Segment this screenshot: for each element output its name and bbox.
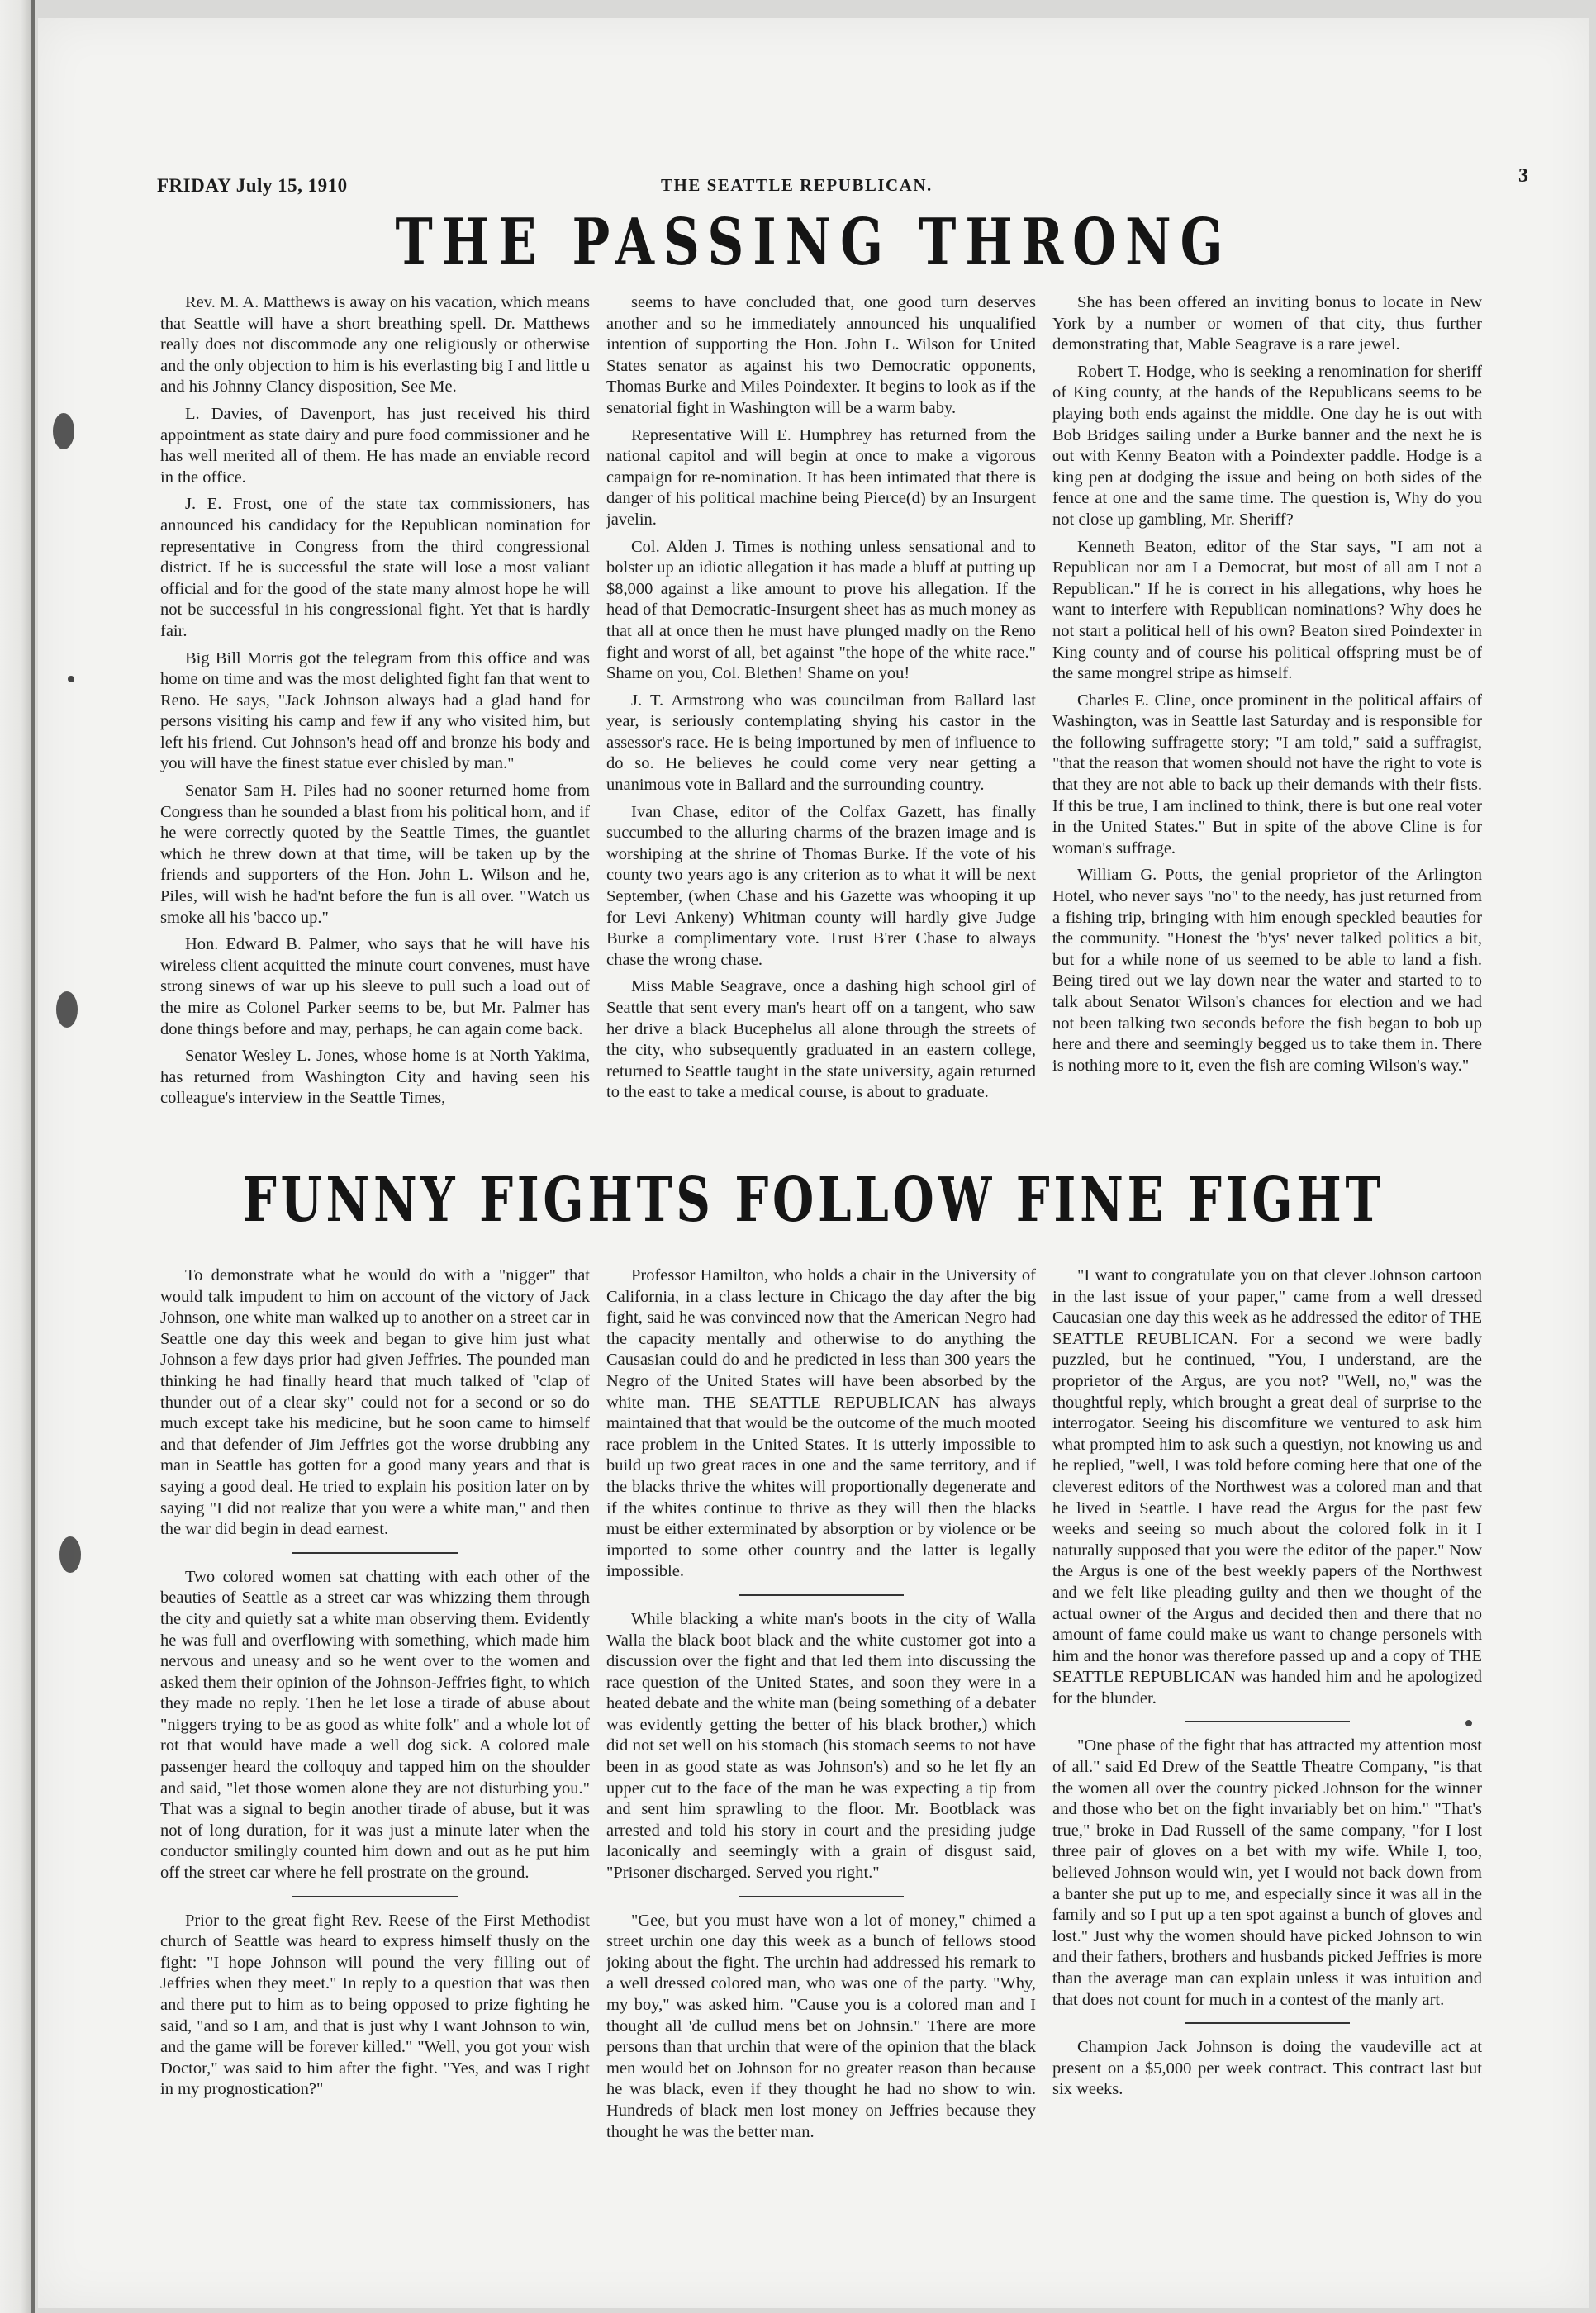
page-number: 3 — [1518, 165, 1528, 187]
article-paragraph: Senator Sam H. Piles had no sooner returned home from Congress than he sounded a blast from his political horn, and if he were correctly quoted by the Seattle Times, the guantlet which he threw down at that time, will be taken up by the friends and supporters of the Hon. John L. Wilson and he, Piles, will wish he had'nt before the fun is all over. "Watch us smoke all his 'bacco up." — [160, 781, 590, 927]
article-paragraph: "Gee, but you must have won a lot of money," chimed a street urchin one day this week as a bunch of fellows stood joking about the fight. The urchin had addressed his remark to a well dressed colored man, who was one of the party. "Why, my boy," was asked him. "Cause you is a colored man and I thought all 'de cullud mens bet on Johnsin." There are more persons than that urchin that were of the opinion that the black men would bet on Johnson for no greater reason than because he was black, even if they thought he had no show to win. Hundreds of black men lost money on Jeffries because they thought he was the better man. — [606, 1911, 1036, 2141]
article1-column-2 — [606, 292, 1036, 1152]
article-paragraph: William G. Potts, the genial proprietor of the Arlington Hotel, who never says "no" to the needy, has just returned from a fishing trip, bringing with him enough speckled beauties for the community. "Honest the 'b'ys' never talked politics a bit, but for a while none of us seemed to be able to land a fish. Being tired out we lay down near the water and started to to talk about Senator Wilson's chances for election and we had not been talking two seconds before the fish began to bob up here and there and seemingly begged us to take them in. There is nothing more to it, even the fish are coming Wilson's way." — [1052, 866, 1482, 1075]
issue-date: FRIDAY July 15, 1910 — [157, 175, 348, 196]
article-paragraph: Two colored women sat chatting with each other of the beauties of Seattle as a street car was whizzing them through the city and quietly sat a white man observing them. Evidently he was full and overflowing with something, which made him nervous and uneasy and so he went over to the women and asked them their opinion of the Johnson-Jeffries fight, to which they made no reply. Then he let lose a tirade of abuse about "niggers trying to be as good as white folk" and a whole lot of rot that would have made a well dog sick. A colored male passenger heard the colloquy and tapped him on the shoulder and said, "let those women alone they are not disturbing you." That was a signal to begin another tirade of abuse, but it was not of long duration, for it was just a minute later when the conductor smilingly counted him down and out as he put him off the street car where he fell prostrate on the ground. — [160, 1567, 590, 1883]
previous-page-edge — [0, 0, 35, 2313]
headline-funny-fights: FUNNY FIGHTS FOLLOW FINE FIGHT — [242, 1165, 1385, 1236]
article2-column-2 — [606, 1266, 1036, 2232]
article-paragraph: Ivan Chase, editor of the Colfax Gazett, has finally succumbed to the alluring charms of the brazen image and is worshiping at the shrine of Thomas Burke. If the vote of his county two years ago is any criterion as to what it will be next September, (when Chase and his Gazette was whooping it up for Levi Ankeny) Whitman county will hardly give Judge Burke a complimentary vote. Trust B'rer Chase to always chase the wrong chase. — [606, 802, 1036, 969]
article-paragraph: Kenneth Beaton, editor of the Star says, "I am not a Republican nor am I a Democrat, but most of all am I not a Republican." If he is correct in his allegations, why hoes he want to interfere with Republican nominations? Why does he not start a political hell of his own? Beaton sired Poindexter in King county and of course his political offspring must be of the same mongrel stripe as himself. — [1052, 537, 1482, 683]
article-paragraph: L. Davies, of Davenport, has just received his third appointment as state dairy and pure food commissioner and he has well merited all of them. He has made an enviable record in the office. — [160, 404, 590, 487]
section-divider — [1185, 1721, 1350, 1722]
section-divider — [739, 1594, 904, 1596]
article-paragraph: Representative Will E. Humphrey has returned from the national capitol and will begin at once to make a vigorous campaign for re-nomination. It has been intimated that there is danger of his political machine being Pierce(d) by an Insurgent javelin. — [606, 425, 1036, 529]
article-paragraph: Professor Hamilton, who holds a chair in the University of California, in a class lecture in Chicago the day after the big fight, said he was convinced now that the American Negro had the capacity mentally and otherwise to do anything the Causasian could do and he predicted in less than 300 years the Negro of the United States will have been absorbed by the white man. THE SEATTLE REPUBLICAN has always maintained that that would be the outcome of the much mooted race problem in the United States. It is utterly impossible to build up two great races in one and the same territory, and if the blacks thrive the whites will proportionally degenerate and if the whites continue to thrive as they will then the blacks must be either exterminated by absorption or by violence or be imported to some other country and the latter is legally impossible. — [606, 1266, 1036, 1581]
article-paragraph: Robert T. Hodge, who is seeking a renomination for sheriff of King county, at the hands of the Republicans seems to be playing both ends against the middle. One day he is out with Bob Bridges sailing under a Burke banner and the next he is out with Kenny Beaton with a Poindexter paddle. Hodge is a king pen at dodging the issue and being on both sides of the fence at one and the same time. The question is, Why do you not close up gambling, Mr. Sheriff? — [1052, 362, 1482, 529]
article-paragraph: Col. Alden J. Times is nothing unless sensational and to bolster up an idiotic allegation it has made a bluff at putting up $8,000 against a like amount to prove his allegation. If the head of that Democratic-Insurgent sheet has as much money as that all at once then he must have plunged madly on the Reno fight and worst of all, bet against "the hope of the white race." Shame on you, Col. Blethen! Shame on you! — [606, 537, 1036, 683]
article-paragraph: Big Bill Morris got the telegram from this office and was home on time and was the most delighted fight fan that went to Reno. He says, "Jack Johnson always had a glad hand for persons visiting his camp and few if any who visited him, but left his friend. Cut Johnson's head off and bronze his body and you will have the finest statue ever chisled by man." — [160, 648, 590, 773]
article-paragraph: While blacking a white man's boots in the city of Walla Walla the black boot black and the white customer got into a discussion over the fight and that led them into discussing the race question of the United States, and soon they were in a heated debate and the white man (being something of a debater was evidently getting the better of his black brother,) which did not set well on his stomach (his stomach seems to not have been in as good state as was Johnson's) and so he let fly an upper cut to the face of the man he was expecting a tip from and sent him sprawling to the floor. Mr. Bootblack was arrested and told his story in court and the presiding judge laconically and seemingly with a grain of disgust said, "Prisoner discharged. Served you right." — [606, 1609, 1036, 1883]
punch-hole — [59, 1536, 81, 1573]
newspaper-page — [38, 18, 1589, 2308]
article-paragraph: She has been offered an inviting bonus to locate in New York by a number or women of that city, thus further demonstrating that, Mable Seagrave is a rare jewel. — [1052, 293, 1482, 354]
article2-column-1 — [160, 1266, 590, 2232]
article-paragraph: Hon. Edward B. Palmer, who says that he will have his wireless client acquitted the minute court convenes, must have strong sinews of war up his sleeve to pull such a load out of the mire as Colonel Parker seems to be, but Mr. Palmer has done things before and may, perhaps, he can again come back. — [160, 935, 590, 1038]
paper-name: THE SEATTLE REPUBLICAN. — [661, 175, 933, 195]
article1-column-3 — [1052, 292, 1482, 1152]
article-paragraph: "I want to congratulate you on that clever Johnson cartoon in the last issue of your paper," came from a well dressed Caucasian one day this week as he addressed the editor of THE SEATTLE REUBLICAN. For a second we were badly puzzled, but he continued, "You, I understand, are the proprietor of the Argus, are you not? "Well, no," was the thoughtful reply, which brought a great deal of surprise to the interrogator. Seeing his discomfiture we ventured to ask him what prompted him to ask such a questiyn, not knowing us and he replied, "well, I was told before coming here that one of the cleverest editors of the Northwest was a colored man and that he lived in Seattle. I have read the Argus for the past few weeks and seeing so much about the colored folk in it I naturally supposed that you were the editor of the paper." Now the Argus is one of the best weekly papers of the Northwest and we felt like pleading guilty and then we thought of the actual owner of the Argus and decided then and there that no amount of fame could make us want to change personels with him and the honor was therefore passed up and a copy of THE SEATTLE REPUBLICAN was handed him and he apologized for the blunder. — [1052, 1266, 1482, 1707]
section-divider — [739, 1896, 904, 1897]
section-divider — [292, 1552, 458, 1554]
article-paragraph: Champion Jack Johnson is doing the vaudeville act at present on a $5,000 per week contract. This contract last but six weeks. — [1052, 2038, 1482, 2099]
headline-passing-throng: THE PASSING THRONG — [395, 205, 1233, 280]
ink-mark — [68, 676, 74, 682]
punch-hole — [56, 991, 78, 1028]
article-paragraph: Rev. M. A. Matthews is away on his vacation, which means that Seattle will have a short breathing spell. Dr. Matthews really does not discommode any one religiously or otherwise and the only objection to him is his everlasting big I and little u and his Johnny Clancy disposition, See Me. — [160, 293, 590, 397]
article-paragraph: seems to have concluded that, one good turn deserves another and so he immediately announced his unqualified intention of supporting the Hon. John L. Wilson for United States senator as against his two Democratic opponents, Thomas Burke and Miles Poindexter. It begins to look as if the senatorial fight in Washington will be a warm baby. — [606, 293, 1036, 417]
article-paragraph: "One phase of the fight that has attracted my attention most of all." said Ed Drew of the Seattle Theatre Company, "is that the women all over the country picked Johnson for the winner and those who bet on the fight invariably bet on him." "That's true," broke in Dad Russell of the same company, "for I lost three pair of gloves on a bet with my wife. While I, too, believed Johnson would win, yet I would not back down from a banter she put up to me, and especially since it was all in the family and so I put up a ten spot against a bunch of gloves and lost." Just why the women should have picked Johnson to win and their fathers, brothers and husbands picked Jeffries is more than the average man can explain unless it was intuition and that does not count for much in a contest of the manly art. — [1052, 1736, 1482, 2009]
article-paragraph: J. T. Armstrong who was councilman from Ballard last year, is seriously contemplating shying his castor in the assessor's race. He is being importuned by men of influence to do so. He believes he could come very near getting a unanimous vote in Ballard and the surrounding country. — [606, 691, 1036, 795]
section-divider — [292, 1896, 458, 1897]
article2-column-3 — [1052, 1266, 1482, 2232]
punch-hole — [53, 413, 74, 449]
page-header — [157, 165, 1528, 208]
article-paragraph: J. E. Frost, one of the state tax commissioners, has announced his candidacy for the Republican nomination for representative in Congress from the third congressional district. If he is successful the state will lose a most valiant official and for the good of the state many almost hope he will not be successful in his congressional fight. Yet that is hardly fair. — [160, 495, 590, 640]
section-divider — [1185, 2022, 1350, 2024]
article-paragraph: Senator Wesley L. Jones, whose home is at North Yakima, has returned from Washington City and having seen his colleague's interview in the Seattle Times, — [160, 1047, 590, 1108]
article-paragraph: Miss Mable Seagrave, once a dashing high school girl of Seattle that sent every man's heart off on a tangent, who saw her drive a black Bucephelus all alone through the streets of the city, who subsequently graduated in an eastern college, returned to Seattle taught in the state university, again returned to the east to take a medical course, is about to graduate. — [606, 977, 1036, 1102]
article-paragraph: Prior to the great fight Rev. Reese of the First Methodist church of Seattle was heard to express himself thusly on the fight: "I hope Johnson will pound the very filling out of Jeffries when they meet." In reply to a question that was then and there put to him as to being opposed to prize fighting he said, "and so I am, and that is just why I want Johnson to win, and the game will be forever killed." "Well, you got your wish Doctor," was said to him after the fight. "Yes, and was I right in my prognostication?" — [160, 1911, 590, 2099]
article1-column-1 — [160, 292, 590, 1152]
article-paragraph: Charles E. Cline, once prominent in the political affairs of Washington, was in Seattle last Saturday and is responsible for the following suffragette story; "I am told," said a suffragist, "that the reason that women should not have the right to vote is that they are not able to back up their demands with their fists. If this be true, I am inclined to think, there is but one real voter in the United States." But in spite of the above Cline is for woman's suffrage. — [1052, 691, 1482, 857]
article-paragraph: To demonstrate what he would do with a "nigger" that would talk impudent to him on account of the victory of Jack Johnson, one white man walked up to another on a street car in Seattle one day this week and began to give him just what Johnson a few days prior had given Jeffries. The pounded man thinking he had finally heard that much talked of "clap of thunder out of a clear sky" could not for a second or so do much except take his medicine, but he soon came to himself and that defender of Jim Jeffries got the worse drubbing any man in Seattle has gotten for a good many years and that is saying a good deal. He tried to explain his position later on by saying "I did not realize that you were a white man," and then the war did begin in dead earnest. — [160, 1266, 590, 1539]
